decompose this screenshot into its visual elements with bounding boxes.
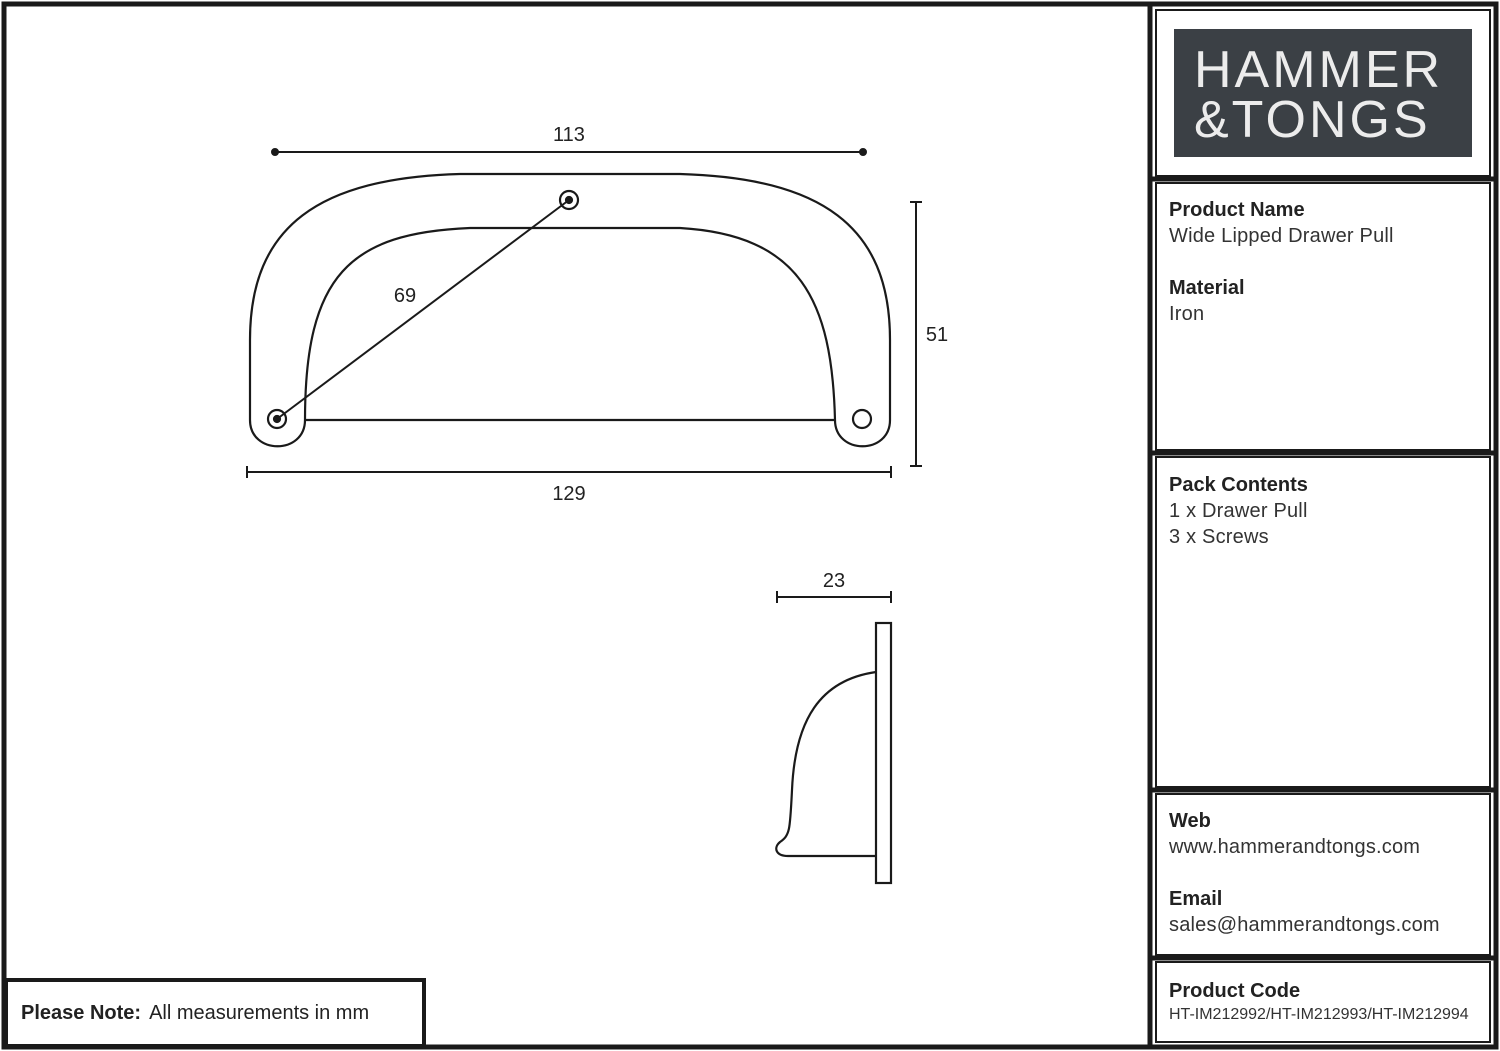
product-name-value: Wide Lipped Drawer Pull	[1169, 225, 1394, 247]
front-view	[250, 174, 890, 446]
brand-logo-line1: HAMMER	[1194, 41, 1444, 99]
dim-label-diagonal: 69	[393, 285, 417, 307]
note-text: All measurements in mm	[149, 1001, 370, 1024]
pack-panel	[1157, 472, 1494, 550]
dim-label-depth: 23	[822, 570, 846, 592]
product-code-value: HT-IM212992/HT-IM212993/HT-IM212994	[1169, 1006, 1469, 1023]
material-value: Iron	[1169, 303, 1205, 325]
product-name-label: Product Name	[1169, 199, 1305, 221]
pack-item: 3 x Screws	[1169, 526, 1269, 548]
measurement-note	[6, 982, 422, 1044]
product-code-label: Product Code	[1169, 980, 1301, 1002]
dim-label-bottom: 129	[552, 483, 586, 505]
pack-item: 1 x Drawer Pull	[1169, 500, 1308, 522]
side-cup-profile	[776, 672, 876, 856]
brand-logo	[1174, 29, 1472, 157]
web-link[interactable]: www.hammerandtongs.com	[1169, 836, 1421, 858]
code-panel	[1157, 978, 1494, 1026]
web-label: Web	[1169, 810, 1211, 832]
note-label: Please Note:	[21, 1001, 142, 1024]
contact-panel	[1157, 808, 1494, 938]
product-panel	[1157, 197, 1494, 327]
material-label: Material	[1169, 277, 1245, 299]
email-label: Email	[1169, 888, 1223, 910]
handle-outer-outline	[250, 174, 890, 446]
dim-label-top: 113	[553, 124, 585, 146]
dim-label-height: 51	[925, 324, 949, 346]
screw-hole-right	[853, 410, 871, 428]
brand-logo-line2: &TONGS	[1194, 91, 1431, 149]
email-link[interactable]: sales@hammerandtongs.com	[1169, 914, 1440, 936]
side-view	[776, 623, 891, 883]
pack-contents-label: Pack Contents	[1169, 474, 1308, 496]
side-backplate	[876, 623, 891, 883]
dimension-lines	[247, 149, 922, 603]
